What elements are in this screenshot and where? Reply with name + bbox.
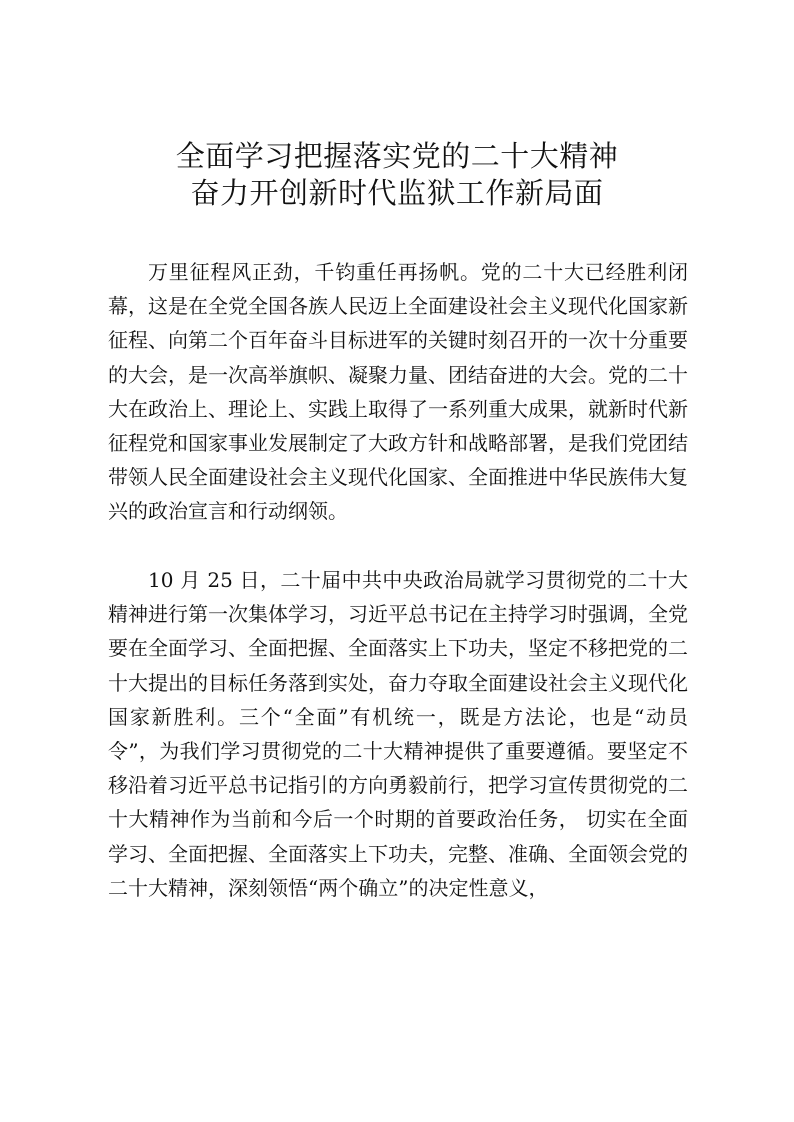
body-paragraph-2: 10 月 25 日，二十届中共中央政治局就学习贯彻党的二十大精神进行第一次集体学习，习近平总书记在主持学习时强调，全党要在全面学习、全面把握、全面落实上下功夫，坚定不移把党的二十大提出的目标任务落到实处，奋力夺取全面建设社会主义现代化国家新胜利。三个“全面”有机统一，既是方法论，也是“动员令”，为我们学习贯彻党的二十大精神提供了重要遵循。要坚定不移沿着习近平总书记指引的方向勇毅前行，把学习宣传贯彻党的二十大精神作为当前和今后一个时期的首要政治任务， 切实在全面学习、全面把握、全面落实上下功夫，完整、准确、全面领会党的二十大精神，深刻领悟“两个确立”的决定性意义， (108, 568, 688, 900)
document-title-line-2: 奋力开创新时代监狱工作新局面 (190, 176, 604, 210)
document-title-line-1: 全面学习把握落实党的二十大精神 (175, 139, 619, 173)
body-paragraph-1: 万里征程风正劲，千钧重任再扬帆。党的二十大已经胜利闭幕，这是在全党全国各族人民迈上全面建设社会主义现代化国家新征程、向第二个百年奋斗目标进军的关键时刻召开的一次十分重要的大会，是一次高举旗帜、凝聚力量、团结奋进的大会。党的二十大在政治上、理论上、实践上取得了一系列重大成果，就新时代新征程党和国家事业发展制定了大政方针和战略部署，是我们党团结带领人民全面建设社会主义现代化国家、全面推进中华民族伟大复兴的政治宣言和行动纲领。 (108, 260, 688, 524)
